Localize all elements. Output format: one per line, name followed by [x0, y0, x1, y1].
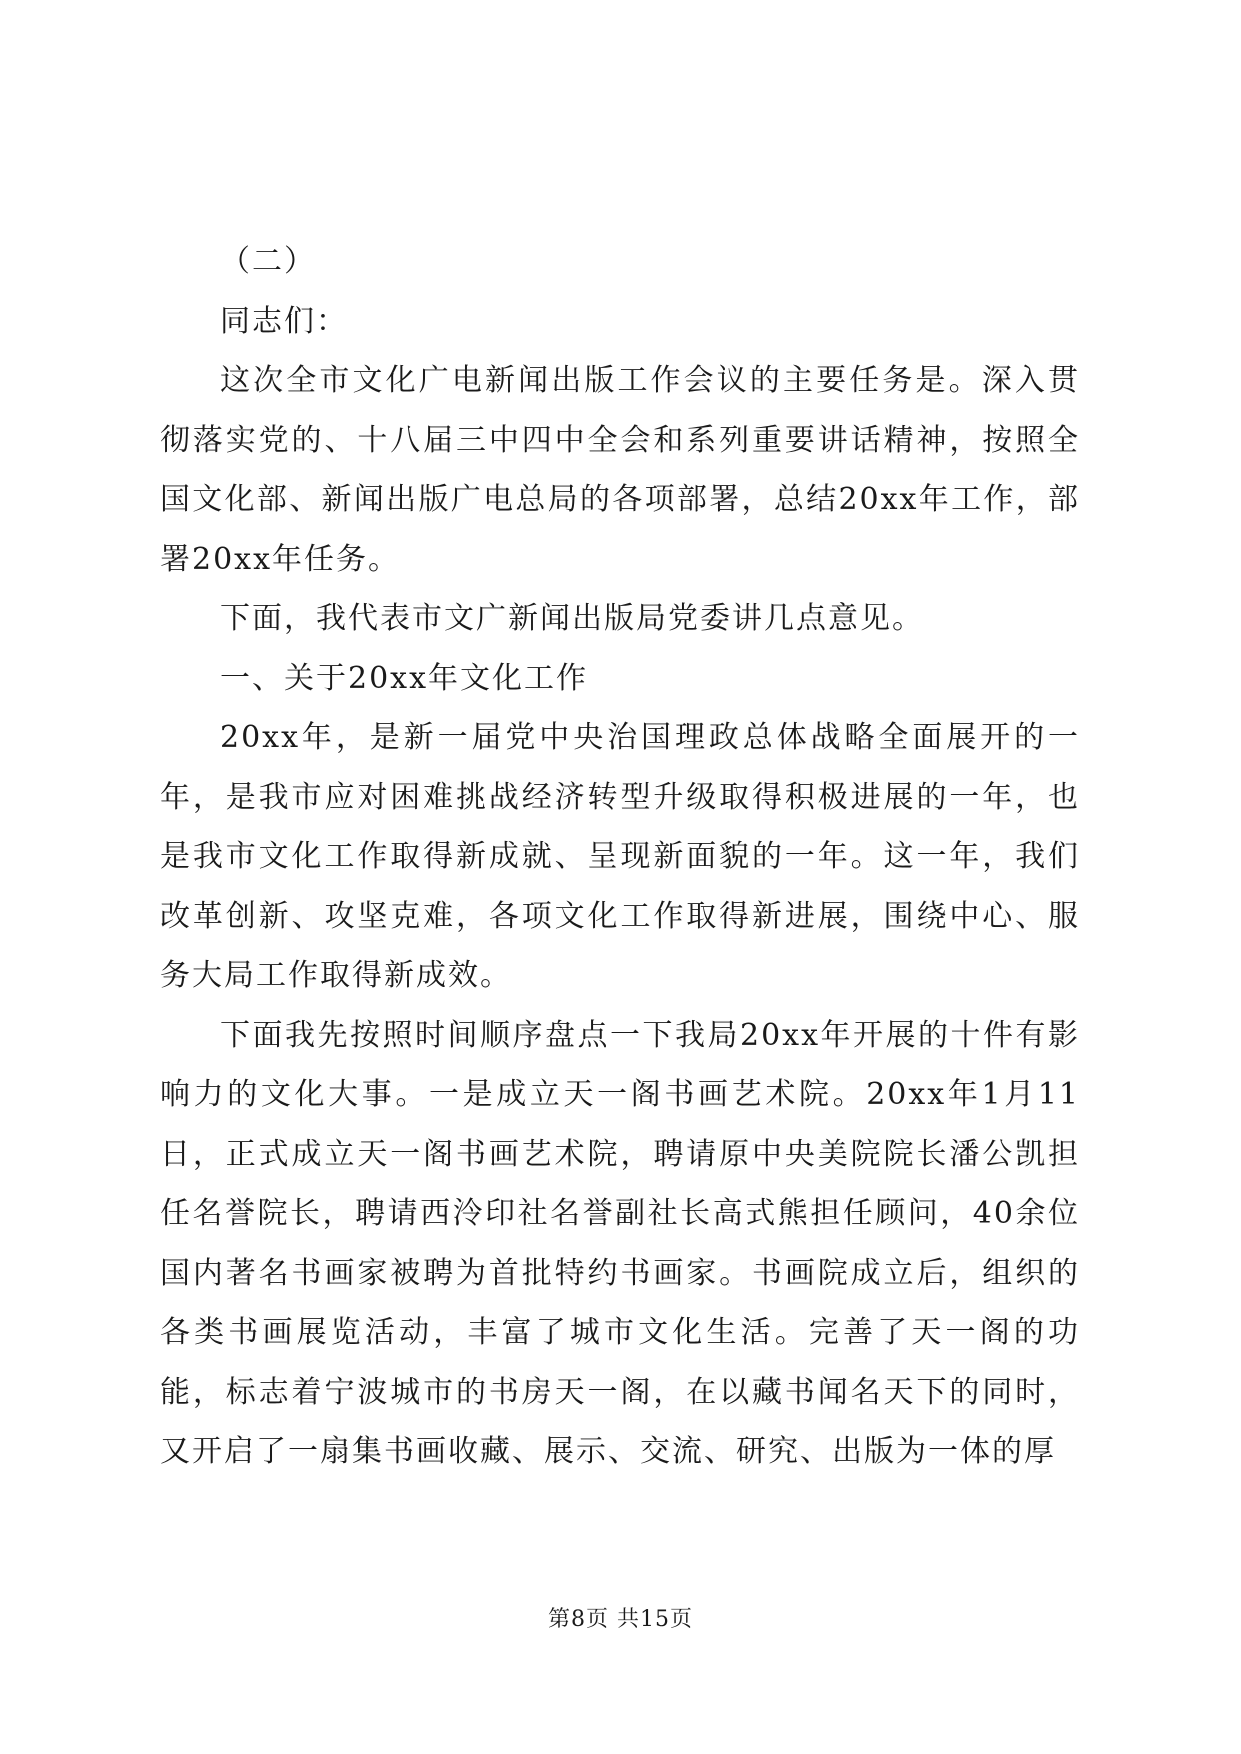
- section-heading: 一、关于20xx年文化工作: [220, 660, 589, 696]
- section-marker: （二）: [220, 244, 316, 279]
- paragraph-ten-events: 下面我先按照时间顺序盘点一下我局20xx年开展的十件有影响力的文化大事。一是成立天一阁书画艺术院。20xx年1月11日，正式成立天一阁书画艺术院，聘请原中央美院院长潘公凯担任名誉院长，聘请西泠印社名誉副社长高式熊担任顾问，40余位国内著名书画家被聘为首批特约书画家。书画院成立后，组织的各类书画展览活动，丰富了城市文化生活。完善了天一阁的功能，标志着宁波城市的书房天一阁，在以藏书闻名天下的同时，又开启了一扇集书画收藏、展示、交流、研究、出版为一体的厚: [160, 1017, 1080, 1469]
- paragraph-intro: 下面，我代表市文广新闻出版局党委讲几点意见。: [220, 601, 924, 636]
- paragraph-opening: 这次全市文化广电新闻出版工作会议的主要任务是。深入贯彻落实党的、十八届三中四中全会和系列重要讲话精神，按照全国文化部、新闻出版广电总局的各项部署，总结20xx年工作，部署20xx年任务。: [160, 363, 1080, 577]
- page-footer: 第8页 共15页: [548, 1607, 693, 1632]
- document-body: [160, 232, 1080, 1482]
- salutation: 同志们：: [220, 303, 348, 339]
- paragraph-year-summary: 20xx年，是新一届党中央治国理政总体战略全面展开的一年，是我市应对困难挑战经济转型升级取得积极进展的一年，也是我市文化工作取得新成就、呈现新面貌的一年。这一年，我们改革创新、攻坚克难，各项文化工作取得新进展，围绕中心、服务大局工作取得新成效。: [160, 720, 1080, 993]
